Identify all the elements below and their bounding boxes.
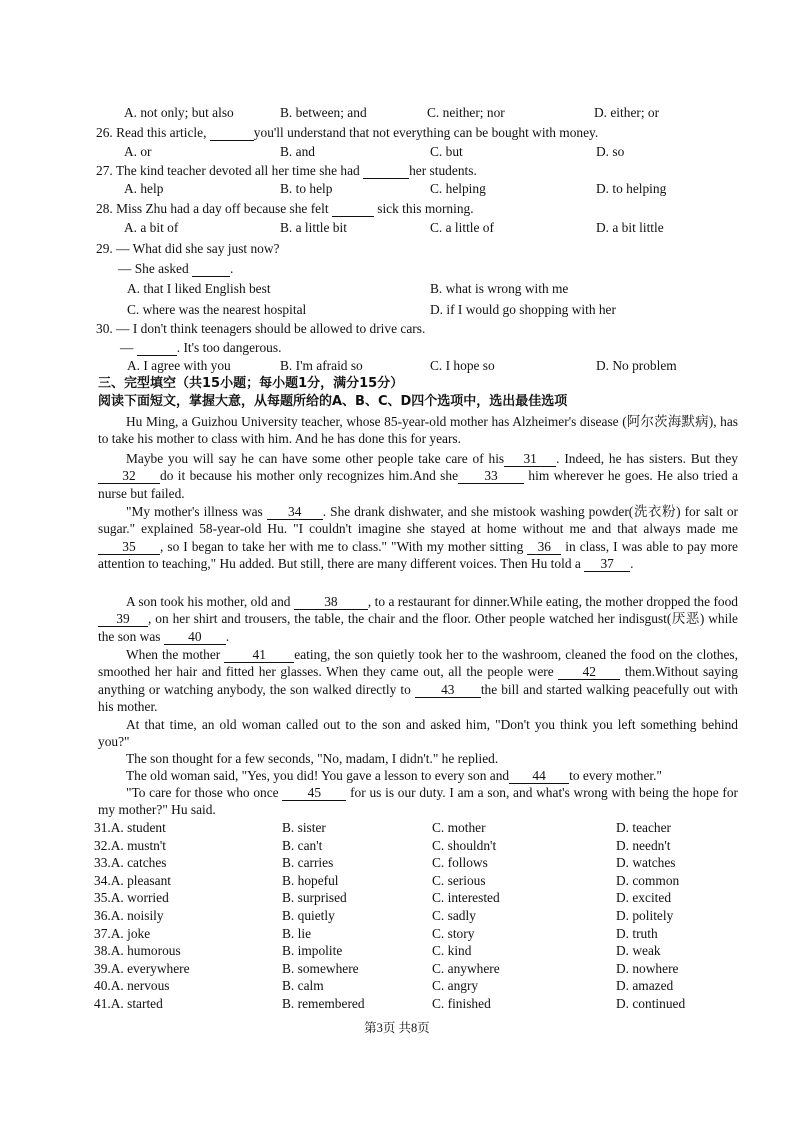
option-b: B. sister [282, 820, 326, 835]
blank-36: 36 [527, 539, 561, 555]
option-a: A. humorous [110, 943, 181, 959]
option-d: D. amazed [616, 978, 674, 994]
option-a: A. everywhere [110, 960, 190, 976]
option-cell [432, 907, 476, 924]
blank-34: 34 [267, 504, 323, 520]
section-title: 三、完型填空（共15小题；每小题1分，满分15分） [98, 376, 404, 391]
option-b: B. somewhere [282, 960, 359, 976]
option-d: D. to helping [596, 181, 667, 196]
option-a: A. mustn't [110, 837, 166, 853]
blank-33: 33 [458, 468, 524, 484]
option-d: D. so [596, 144, 625, 159]
option-b: B. a little bit [280, 220, 347, 235]
option-a: A. pleasant [110, 872, 171, 888]
option-cell [432, 942, 471, 959]
option-a: A. student [110, 820, 166, 835]
option-cell [94, 977, 170, 994]
option-b: B. to help [280, 181, 333, 196]
question-26-stem: 26. Read this article, you'll understand that not everything can be bought with money. [96, 125, 599, 140]
option-cell [616, 960, 678, 977]
option-cell [616, 837, 670, 854]
option-cell [282, 854, 333, 871]
option-b: B. and [280, 144, 315, 159]
option-cell [616, 995, 685, 1012]
option-b: B. surprised [282, 890, 347, 906]
option-b: B. impolite [282, 943, 343, 959]
option-cell [282, 872, 339, 889]
option-c: C. I hope so [430, 358, 495, 373]
passage-paragraph-1: Hu Ming, a Guizhou University teacher, whose 85-year-old mother has Alzheimer's disease (阿尔茨海默病), has to take his mother to class with him. And he has done this for years. [98, 414, 738, 447]
question-number: 34. [94, 872, 111, 888]
option-cell [616, 889, 671, 906]
question-number: 38. [94, 943, 111, 959]
passage-paragraph-9: "To care for those who once 45 for us is our duty. I am a son, and what's wrong with being the hope for my mother?" Hu said. [98, 785, 739, 818]
option-a: A. noisily [110, 908, 164, 923]
question-number: 39. [94, 960, 111, 976]
question-27-stem: 27. The kind teacher devoted all her time she had her students. [96, 163, 477, 178]
option-cell [282, 837, 322, 854]
option-a: A. a bit of [124, 220, 179, 235]
option-c: C. a little of [430, 220, 494, 235]
option-b: B. hopeful [282, 872, 339, 888]
option-b: B. lie [282, 925, 312, 941]
option-c: C. serious [432, 872, 486, 888]
option-c: C. but [430, 144, 463, 159]
option-d: D. continued [616, 996, 686, 1011]
option-c: C. finished [432, 996, 491, 1011]
option-b: B. I'm afraid so [280, 358, 363, 373]
question-29-line2: — She asked . [118, 261, 234, 276]
blank-42: 42 [558, 664, 620, 680]
passage-paragraph-7: The son thought for a few seconds, "No, madam, I didn't." he replied. [126, 751, 499, 766]
option-c: C. story [432, 925, 475, 941]
blank-39: 39 [98, 611, 148, 627]
option-cell [616, 907, 673, 924]
option-d: D. nowhere [616, 960, 679, 976]
question-number: 37. [94, 925, 111, 941]
option-b: B. quietly [282, 908, 335, 923]
option-d: D. politely [616, 908, 674, 923]
option-d: D. needn't [616, 837, 671, 853]
option-c: C. follows [432, 855, 488, 871]
answer-blank [192, 261, 230, 277]
option-cell [282, 960, 359, 977]
option-a: A. or [124, 144, 152, 159]
passage-paragraph-5: When the mother 41 eating, the son quietly took her to the washroom, cleaned the food on the clothes, smoothed her hair and fitted her glasses. When they came out, all the people were 42 them.Without saying anything or watching anybody, the son walked directly to 43 the bill and started walking peacefully out with his mother. [98, 647, 739, 715]
option-c: C. helping [430, 181, 486, 196]
option-cell [94, 942, 181, 959]
option-cell [616, 977, 673, 994]
option-cell [282, 907, 335, 924]
option-b: B. can't [282, 837, 323, 853]
blank-45: 45 [282, 785, 346, 801]
option-a: A. started [110, 996, 163, 1011]
option-cell [432, 977, 478, 994]
option-cell [616, 925, 658, 942]
question-number: 32. [94, 837, 111, 853]
option-d: D. excited [616, 890, 672, 906]
option-d: D. watches [616, 855, 676, 871]
option-d: D. a bit little [596, 220, 664, 235]
option-d: D. weak [616, 943, 661, 959]
option-cell [94, 889, 169, 906]
option-c: C. shouldn't [432, 837, 497, 853]
blank-43: 43 [415, 682, 481, 698]
option-c: C. angry [432, 978, 479, 994]
option-cell [94, 872, 171, 889]
passage-paragraph-3: "My mother's illness was 34 . She drank dishwater, and she mistook washing powder(洗衣粉) for salt or sugar." explained 58-year-old Hu. "I couldn't imagine she stayed at home without me and that always made me35 , so I began to take her with me to class." "With my mother sitting 36 in class, I was able to pay more attention to teaching," Hu added. But still, there are many different voices. Then Hu told a 37 . [98, 504, 739, 572]
question-number: 36. [94, 908, 111, 923]
blank-41: 41 [224, 647, 294, 663]
option-a: A. joke [110, 925, 151, 941]
option-cell [432, 837, 496, 854]
option-a: A. not only; but also [124, 105, 234, 120]
question-number: 40. [94, 978, 111, 994]
option-cell [616, 942, 661, 959]
option-c: C. mother [432, 820, 486, 835]
option-cell [282, 942, 342, 959]
option-cell [94, 907, 164, 924]
option-cell [432, 819, 486, 836]
question-number: 33. [94, 855, 111, 871]
option-c: C. neither; nor [427, 105, 505, 120]
option-b: B. what is wrong with me [430, 281, 569, 296]
option-cell [94, 837, 166, 854]
blank-32: 32 [98, 468, 160, 484]
option-cell [432, 995, 491, 1012]
option-cell [616, 819, 671, 836]
option-d: D. either; or [594, 105, 660, 120]
option-cell [94, 925, 150, 942]
question-number: 31. [94, 820, 111, 835]
section-instruction: 阅读下面短文，掌握大意，从每题所给的A、B、C、D四个选项中，选出最佳选项 [98, 394, 568, 409]
blank-44: 44 [509, 768, 569, 784]
answer-blank [210, 125, 254, 141]
option-cell [282, 925, 311, 942]
option-b: B. between; and [280, 105, 367, 120]
answer-blank [137, 340, 177, 356]
option-a: A. catches [110, 855, 167, 871]
option-a: A. that I liked English best [127, 281, 271, 296]
blank-37: 37 [584, 556, 630, 572]
option-b: B. carries [282, 855, 334, 871]
option-c: C. anywhere [432, 960, 500, 976]
blank-31: 31 [504, 451, 556, 467]
option-cell [432, 872, 486, 889]
option-a: A. nervous [110, 978, 170, 994]
option-d: D. teacher [616, 820, 672, 835]
page-footer: 第3页 共8页 [364, 1021, 430, 1035]
option-cell [616, 872, 679, 889]
option-cell [282, 977, 324, 994]
passage-paragraph-8: The old woman said, "Yes, you did! You gave a lesson to every son and 44 to every mother." [126, 768, 662, 783]
passage-paragraph-4: A son took his mother, old and 38 , to a restaurant for dinner.While eating, the mother dropped the food 39 , on her shirt and trousers, the table, the chair and the floor. Other people watched her indisgust(厌恶) while the son was 40 . [98, 594, 739, 644]
option-b: B. calm [282, 978, 324, 994]
blank-40: 40 [164, 629, 226, 645]
option-cell [432, 889, 500, 906]
option-cell [432, 854, 488, 871]
option-d: D. common [616, 872, 680, 888]
option-d: D. truth [616, 925, 658, 941]
question-number: 41. [94, 996, 111, 1011]
answer-blank [363, 163, 409, 179]
question-30-line2: — . It's too dangerous. [120, 340, 282, 355]
option-cell [282, 819, 326, 836]
question-29-line1: 29. — What did she say just now? [96, 241, 280, 256]
passage-paragraph-2: Maybe you will say he can have some other people take care of his 31 . Indeed, he has sisters. But they32 do it because his mother only recognizes him.And she 33 him wherever he goes. He also tried a nurse but failed. [98, 451, 738, 501]
option-cell [94, 960, 190, 977]
option-d: D. if I would go shopping with her [430, 302, 616, 317]
option-a: A. help [124, 181, 164, 196]
option-cell [94, 854, 167, 871]
question-30-line1: 30. — I don't think teenagers should be allowed to drive cars. [96, 321, 426, 336]
blank-38: 38 [294, 594, 368, 610]
option-cell [616, 854, 676, 871]
option-c: C. kind [432, 943, 472, 959]
option-c: C. where was the nearest hospital [127, 302, 307, 317]
option-a: A. worried [110, 890, 169, 906]
option-cell [432, 960, 500, 977]
option-cell [94, 995, 163, 1012]
option-cell [282, 889, 347, 906]
option-cell [282, 995, 365, 1012]
blank-35: 35 [98, 539, 160, 555]
question-28-stem: 28. Miss Zhu had a day off because she felt sick this morning. [96, 201, 474, 216]
option-cell [432, 925, 474, 942]
option-b: B. remembered [282, 996, 365, 1011]
option-d: D. No problem [596, 358, 677, 373]
option-cell [94, 819, 166, 836]
option-c: C. sadly [432, 908, 476, 923]
option-c: C. interested [432, 890, 500, 906]
option-a: A. I agree with you [127, 358, 231, 373]
answer-blank [332, 201, 374, 217]
question-number: 35. [94, 890, 111, 906]
passage-paragraph-6: At that time, an old woman called out to the son and asked him, "Don't you think you left something behind you?" [98, 717, 738, 750]
